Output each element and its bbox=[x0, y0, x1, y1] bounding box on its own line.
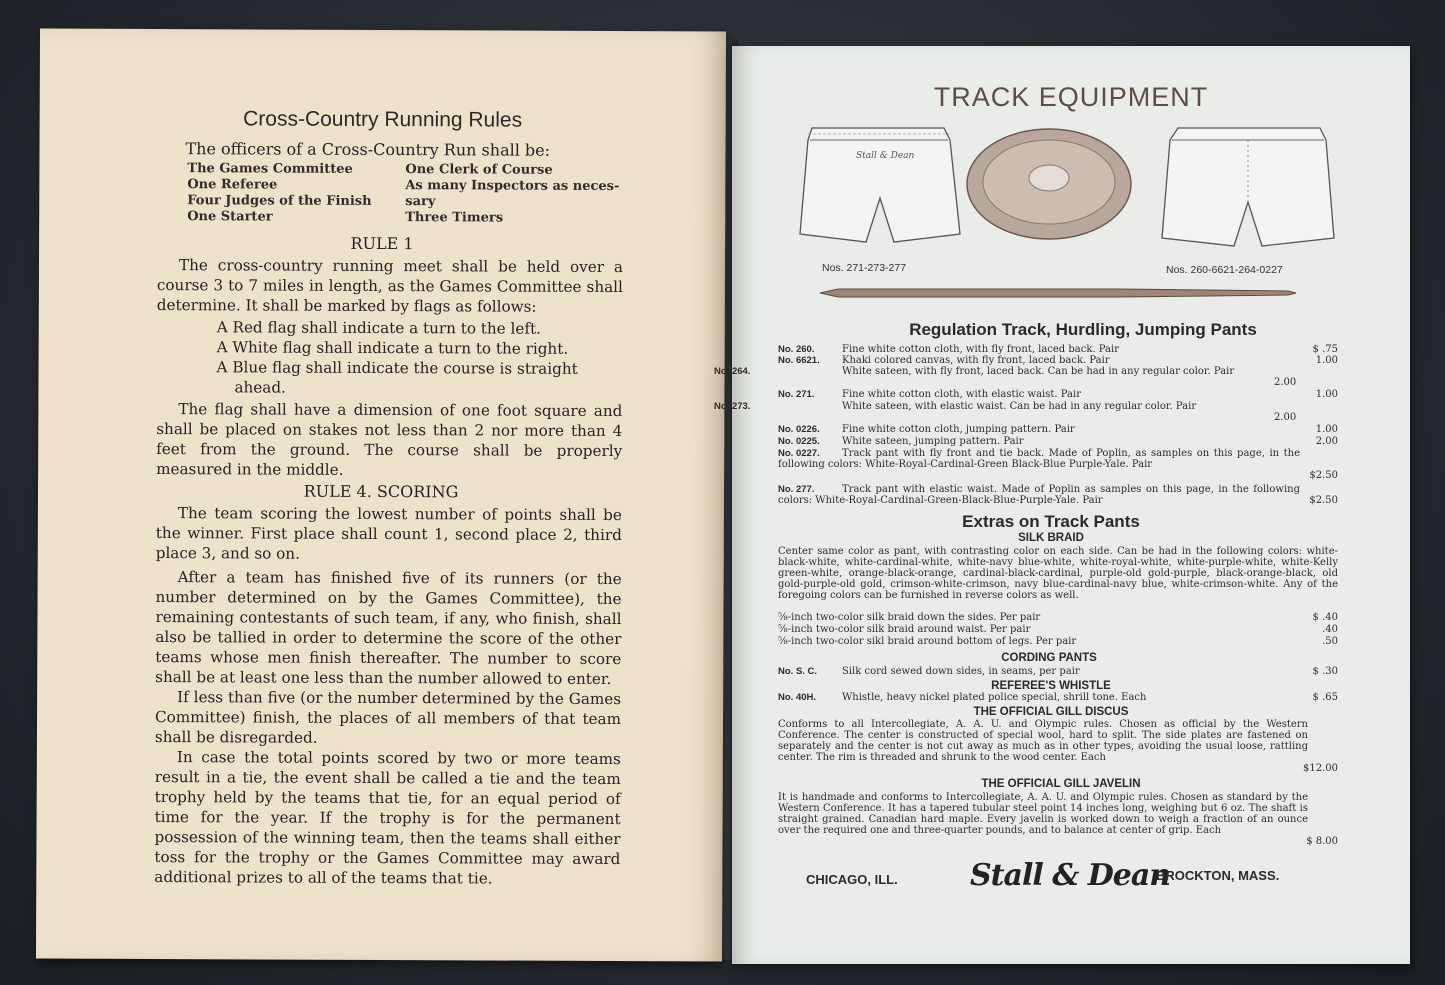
price-row: No. 0226. Fine white cotton cloth, jumping pattern. Pair 1.00 bbox=[778, 424, 1338, 435]
officers-col-2 bbox=[405, 162, 619, 227]
stall-dean-logo: Stall & Dean bbox=[970, 858, 1171, 893]
flag-blue: A Blue flag shall indicate the course is straight ahead. bbox=[216, 358, 578, 397]
javelin-heading: THE OFFICIAL GILL JAVELIN bbox=[981, 778, 1141, 790]
caption-right: Nos. 260-6621-264-0227 bbox=[1166, 264, 1283, 276]
track-shorts-illustration-right bbox=[1158, 122, 1338, 260]
cording-heading: CORDING PANTS bbox=[1001, 652, 1097, 664]
price-row: ⅝-inch two-color silk braid down the sides. Per pair $ .40 bbox=[778, 612, 1338, 623]
silk-braid-text: Center same color as pant, with contrasting color on each side. Can be had in the following colors: white-black-white, white-cardinal-white, white-navy blue-white, white-royal-white, white-purple-white, white-Kelly green-white, orange-black-orange, cardinal-black-cardinal, purple-old gold-purple, black-orange-black, old gold-purple-old gold, crimson-white-crimson, navy blue-cardinal-navy blue, white-crimson-white. Any of the foregoing colors can be furnished in reverse colors as well. bbox=[778, 546, 1338, 601]
price-row: No. 260. Fine white cotton cloth, with fly front, laced back. Pair $ .75 bbox=[778, 344, 1338, 355]
rule1-text: The cross-country running meet shall be held over a course 3 to 7 miles in length, as the Games Committee shall determine. It shall be marked by flags as follows: bbox=[156, 256, 624, 316]
scoring-p1: The team scoring the lowest number of points shall be the winner. First place shall count 1, second place 2, third place 3, and so on. bbox=[155, 504, 622, 563]
extras-heading: Extras on Track Pants bbox=[962, 512, 1140, 531]
price-row: No. 271. Fine white cotton cloth, with elastic waist. Pair 1.00 bbox=[778, 389, 1338, 400]
price-row: No. 0227. Track pant with fly front and tie back. Made of Poplin, as samples on this page, in the following colors: White-Royal-Cardinal-Green Black-Blue Purple-Yale. Pair $2.50 bbox=[778, 448, 1338, 481]
javelin-text: It is handmade and conforms to Intercollegiate, A. A. U. and Olympic rules. Chosen as standard by the Western Conference. It has a tapered tubular steel point 14 inches long, weighing but 6 oz. The shaft is straight grained. Canadian hard maple. Every javelin is worked down to weigh a fraction of an ounce over the required one and three-quarter pounds, and to balance at center of grip. Each bbox=[778, 792, 1308, 836]
page-title: Cross-Country Running Rules bbox=[243, 107, 523, 132]
officers-col-1 bbox=[187, 161, 372, 226]
price-row: No. 40H. Whistle, heavy nickel plated police special, shrill tone. Each $ .65 bbox=[778, 692, 1338, 703]
flag-dimension-text: The flag shall have a dimension of one foot square and shall be placed on stakes not less than 2 nor more than 4 feet from the ground. The course shall be properly measured in the middle. bbox=[156, 400, 623, 479]
officers-intro: The officers of a Cross-Country Run shall be: bbox=[185, 139, 551, 160]
officer: The Games Committee bbox=[187, 161, 353, 177]
scoring-p2: After a team has finished five of its runners (or the number determined on by the Games Committee), the remaining contestants of such team, if any, who finish, shall also be tallied in order to determine the score of the other teams whose men finish thereafter. The number to score shall be at least one less than the number allowed to enter. bbox=[155, 568, 622, 689]
price-row: No. 6621. Khaki colored canvas, with fly front, laced back. Pair 1.00 bbox=[778, 355, 1338, 366]
officer: Four Judges of the Finish bbox=[187, 193, 372, 209]
officer: As many Inspectors as neces- bbox=[405, 178, 620, 195]
officer: Three Timers bbox=[405, 210, 504, 226]
officer: One Starter bbox=[187, 209, 273, 225]
scoring-p4: In case the total points scored by two or more teams result in a tie, the event shall be called a tie and the team trophy held by the teams that tie, for an equal period of time for the year. If the trophy is for the permanent possession of the winning team, then the teams shall either toss for the trophy or the Games Committee may award additional prizes to all of the teams that tie. bbox=[154, 748, 621, 888]
price-row: No. 277. Track pant with elastic waist. Made of Poplin as samples on this page, in the following colors: White-Royal-Cardinal-Green-Black-Blue-Purple-Yale. Pair $2.50 bbox=[778, 484, 1338, 506]
footer-city-left: CHICAGO, ILL. bbox=[806, 872, 898, 887]
right-page: TRACK EQUIPMENT Stall & Dean Nos. 271-273-277 Nos. 260-6621-264-0227 Regulation Track, Hurdling, Jumping Pants No. 260. Fine white cotton cloth, with fly front, laced back. Pair $ .75 No. 6621. Khaki colored canvas, with fly front, laced back. Pair 1.00 No. 264. White sateen, with fly front, laced back. Can be had in any regular color. Pair 2.00 No. 271. Fine white cotton cloth, with elastic waist. Pair 1.00 No. 273. White sateen, with elastic waist. Can be had in any regular color. Pair 2.00 No. 0226. Fine white cotton cloth, jumping pattern. Pair 1.00 No. 0225. White sateen, jumping pattern. Pair 2.00 No. 0227. Track pant with fly front and tie back. Made of Poplin, as samples on this page, in the following colors: White-Royal-Cardinal-Green Black-Blue Purple-Yale. Pair $2.50 No. 277. Track pant with elastic waist. Made of Poplin as samples on this page, in the following colors: White-Royal-Cardinal-Green-Black-Blue-Purple-Yale. Pair $2.50 Extras on Track Pants SILK BRAID Center same color as pant, with contrasting color on each side. Can be had in the following colors: white-black-white, white-cardinal-white, white-navy blue-white, white-royal-white, white-purple-white, white-Kelly green-white, orange-black-orange, cardinal-black-cardinal, purple-old gold-purple, black-orange-black, old gold-purple-old gold, crimson-white-crimson, navy blue-cardinal-navy blue, white-crimson-white. Any of the foregoing colors can be furnished in reverse colors as well. ⅝-inch two-color silk braid down the sides. Per pair $ .40 ⅝-inch two-color silk braid around waist. Per pair .40 ⅝-inch two-color sikl braid around bottom of legs. Per pair .50 CORDING PANTS No. S. C. Silk cord sewed down sides, in seams, per pair $ .30 REFEREE'S WHISTLE No. 40H. Whistle, heavy nickel plated police special, shrill tone. Each $ .65 THE OFFICIAL GILL DISCUS Conforms to all Intercollegiate, A. A. U. and Olympic rules. Chosen as official by the Western Conference. The center is constructed of special wool, hard to split. The side plates are fastened on separately and the center is not cut away as much as in other types, avoiding the usual loose, rattling center. The rim is threaded and shrunk to the wood center. Each $12.00 THE OFFICIAL GILL JAVELIN It is handmade and conforms to Intercollegiate, A. A. U. and Olympic rules. Chosen as standard by the Western Conference. It has a tapered tubular steel point 14 inches long, weighing but 6 oz. The shaft is straight grained. Canadian hard maple. Every javelin is worked down to weigh a fraction of an ounce over the required one and three-quarter pounds, and to balance at center of grip. Each $ 8.00 CHICAGO, ILL. Stall & Dean BROCKTON, MASS. bbox=[732, 46, 1410, 964]
officer: One Clerk of Course bbox=[405, 162, 553, 178]
price-row: No. 264. White sateen, with fly front, laced back. Can be had in any regular color. Pair 2.00 bbox=[714, 366, 1297, 388]
shorts-label: Stall & Dean bbox=[856, 151, 915, 161]
officer: One Referee bbox=[187, 177, 278, 193]
left-page bbox=[36, 29, 726, 962]
officer: sary bbox=[405, 194, 436, 210]
scoring-p3: If less than five (or the number determined by the Games Committee) finish, the places of all members of that team shall be disregarded. bbox=[154, 688, 622, 747]
discus-text: Conforms to all Intercollegiate, A. A. U. and Olympic rules. Chosen as official by the Western Conference. The center is constructed of special wool, hard to split. The side plates are fastened on separately and the center is not cut away as much as in other types, avoiding the usual loose, rattling center. The rim is threaded and shrunk to the wood center. Each bbox=[778, 719, 1308, 763]
price-row: No. S. C. Silk cord sewed down sides, in seams, per pair $ .30 bbox=[778, 666, 1338, 677]
flag-white: A White flag shall indicate a turn to the right. bbox=[216, 338, 569, 358]
price-row: ⅝-inch two-color sikl braid around bottom of legs. Per pair .50 bbox=[778, 636, 1338, 647]
footer-city-right: BROCKTON, MASS. bbox=[1156, 868, 1280, 883]
rule4-heading: RULE 4. SCORING bbox=[303, 481, 459, 502]
page-title: TRACK EQUIPMENT bbox=[933, 82, 1209, 112]
rule1-heading: RULE 1 bbox=[350, 233, 414, 254]
discus-illustration bbox=[964, 126, 1134, 242]
javelin-illustration bbox=[818, 286, 1298, 300]
pants-heading: Regulation Track, Hurdling, Jumping Pants bbox=[909, 320, 1257, 339]
price-row: No. 273. White sateen, with elastic waist. Can be had in any regular color. Pair 2.00 bbox=[714, 401, 1297, 423]
caption-left: Nos. 271-273-277 bbox=[822, 262, 907, 274]
flag-red: A Red flag shall indicate a turn to the left. bbox=[216, 318, 541, 338]
silk-braid-heading: SILK BRAID bbox=[1018, 532, 1084, 544]
track-shorts-illustration-left bbox=[794, 124, 964, 256]
price-row: ⅝-inch two-color silk braid around waist. Per pair .40 bbox=[778, 624, 1338, 635]
whistle-heading: REFEREE'S WHISTLE bbox=[991, 680, 1111, 692]
discus-heading: THE OFFICIAL GILL DISCUS bbox=[973, 706, 1129, 718]
price-row: No. 0225. White sateen, jumping pattern. Pair 2.00 bbox=[778, 436, 1338, 447]
